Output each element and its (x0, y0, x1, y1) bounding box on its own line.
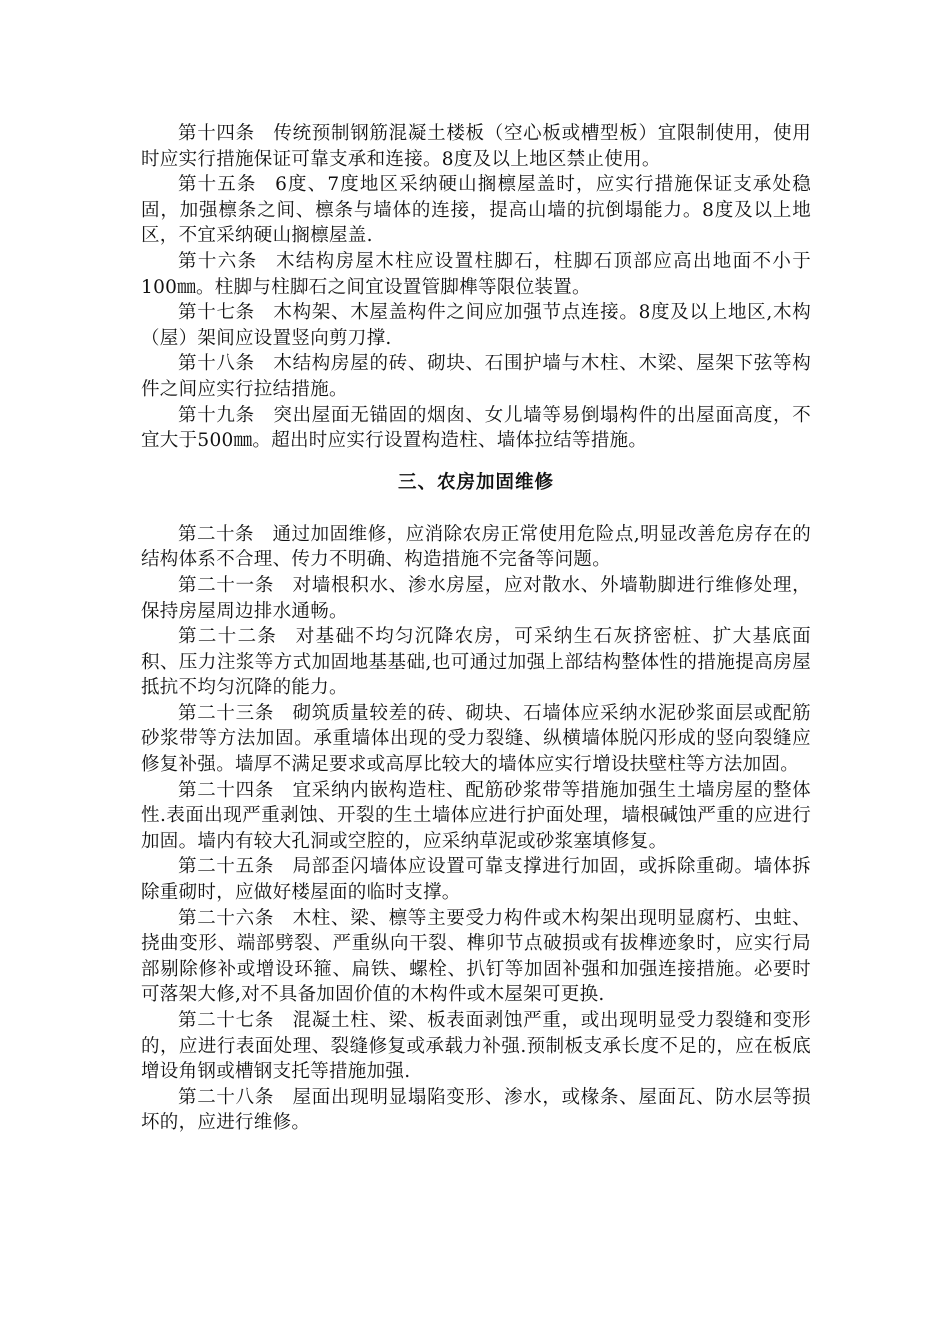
article-number: 第二十三条 (178, 702, 275, 724)
article-20 (141, 522, 811, 573)
article-number: 第二十条 (178, 523, 255, 545)
article-text: 局部歪闪墙体应设置可靠支撑进行加固，或拆除重砌。墙体拆除重砌时，应做好楼屋面的临时支撑。 (141, 856, 811, 904)
article-18 (141, 351, 811, 402)
article-17 (141, 300, 811, 351)
article-text: 6度、7度地区采纳硬山搁檩屋盖时，应实行措施保证支承处稳固，加强檩条之间、檩条与墙体的连接，提高山墙的抗倒塌能力。8度及以上地区，不宜采纳硬山搁檩屋盖. (141, 174, 811, 247)
article-text: 木结构房屋木柱应设置柱脚石，柱脚石顶部应高出地面不小于100㎜。柱脚与柱脚石之间宜设置管脚榫等限位装置。 (141, 250, 812, 298)
document-page (141, 121, 811, 1136)
article-16 (141, 249, 811, 300)
article-number: 第二十四条 (178, 779, 275, 801)
article-number: 第十五条 (178, 174, 257, 196)
article-text: 木柱、梁、檩等主要受力构件或木构架出现明显腐朽、虫蛀、挠曲变形、端部劈裂、严重纵向干裂、榫卯节点破损或有拔榫迹象时，应实行局部剔除修补或增设环箍、扁铁、螺栓、扒钉等加固补强和加强连接措施。必要时可落架大修,对不具备加固价值的木构件或木屋架可更换. (141, 907, 811, 1006)
articles-bottom (141, 522, 811, 1136)
article-text: 通过加固维修，应消除农房正常使用危险点,明显改善危房存在的结构体系不合理、传力不明确、构造措施不完备等问题。 (141, 523, 811, 571)
article-19 (141, 403, 811, 454)
article-25 (141, 854, 811, 905)
article-text: 木结构房屋的砖、砌块、石围护墙与木柱、木梁、屋架下弦等构件之间应实行拉结措施。 (141, 353, 812, 400)
article-number: 第二十一条 (178, 574, 275, 596)
article-number: 第二十七条 (178, 1010, 275, 1031)
article-23 (141, 701, 811, 778)
article-number: 第十九条 (178, 404, 255, 426)
article-text: 对墙根积水、渗水房屋，应对散水、外墙勒脚进行维修处理，保持房屋周边排水通畅。 (141, 574, 811, 622)
article-22 (141, 624, 811, 701)
article-text: 宜采纳内嵌构造柱、配筋砂浆带等措施加强生土墙房屋的整体性.表面出现严重剥蚀、开裂的生土墙体应进行护面处理，墙根碱蚀严重的应进行加固。墙内有较大孔洞或空腔的，应采纳草泥或砂浆塞填修复。 (141, 779, 811, 852)
article-text: 对基础不均匀沉降农房，可采纳生石灰挤密桩、扩大基底面积、压力注浆等方式加固地基基础,也可通过加强上部结构整体性的措施提高房屋抵抗不均匀沉降的能力。 (141, 626, 811, 699)
article-text: 木构架、木屋盖构件之间应加强节点连接。8度及以上地区,木构（屋）架间应设置竖向剪刀撑. (141, 302, 812, 349)
article-text: 突出屋面无锚固的烟囱、女儿墙等易倒塌构件的出屋面高度，不宜大于500㎜。超出时应实行设置构造柱、墙体拉结等措施。 (141, 404, 812, 452)
articles-top (141, 121, 811, 454)
article-number: 第十四条 (178, 123, 255, 144)
article-number: 第二十八条 (178, 1086, 275, 1108)
article-28 (141, 1085, 811, 1136)
article-number: 第十八条 (178, 353, 255, 375)
article-15 (141, 172, 811, 249)
article-text: 混凝土柱、梁、板表面剥蚀严重，或出现明显受力裂缝和变形的，应进行表面处理、裂缝修复或承载力补强.预制板支承长度不足的，应在板底增设角钢或槽钢支托等措施加强. (141, 1010, 811, 1083)
article-number: 第二十二条 (178, 626, 278, 648)
article-number: 第十六条 (178, 250, 258, 272)
article-text: 屋面出现明显塌陷变形、渗水，或椽条、屋面瓦、防水层等损坏的，应进行维修。 (141, 1086, 811, 1134)
article-21 (141, 573, 811, 624)
article-number: 第十七条 (178, 302, 255, 324)
section-heading: 三、农房加固维修 (397, 471, 554, 493)
article-number: 第二十六条 (178, 907, 275, 929)
article-26 (141, 906, 811, 1008)
article-text: 砌筑质量较差的砖、砌块、石墙体应采纳水泥砂浆面层或配筋砂浆带等方法加固。承重墙体出现的受力裂缝、纵横墙体脱闪形成的竖向裂缝应修复补强。墙厚不满足要求或高厚比较大的墙体应实行增设扶壁柱等方法加固。 (141, 702, 811, 776)
article-27 (141, 1008, 811, 1085)
article-14 (141, 121, 811, 172)
article-24 (141, 778, 811, 855)
article-text: 传统预制钢筋混凝土楼板（空心板或槽型板）宜限制使用，使用时应实行措施保证可靠支承和连接。8度及以上地区禁止使用。 (141, 123, 812, 170)
article-number: 第二十五条 (178, 856, 275, 878)
